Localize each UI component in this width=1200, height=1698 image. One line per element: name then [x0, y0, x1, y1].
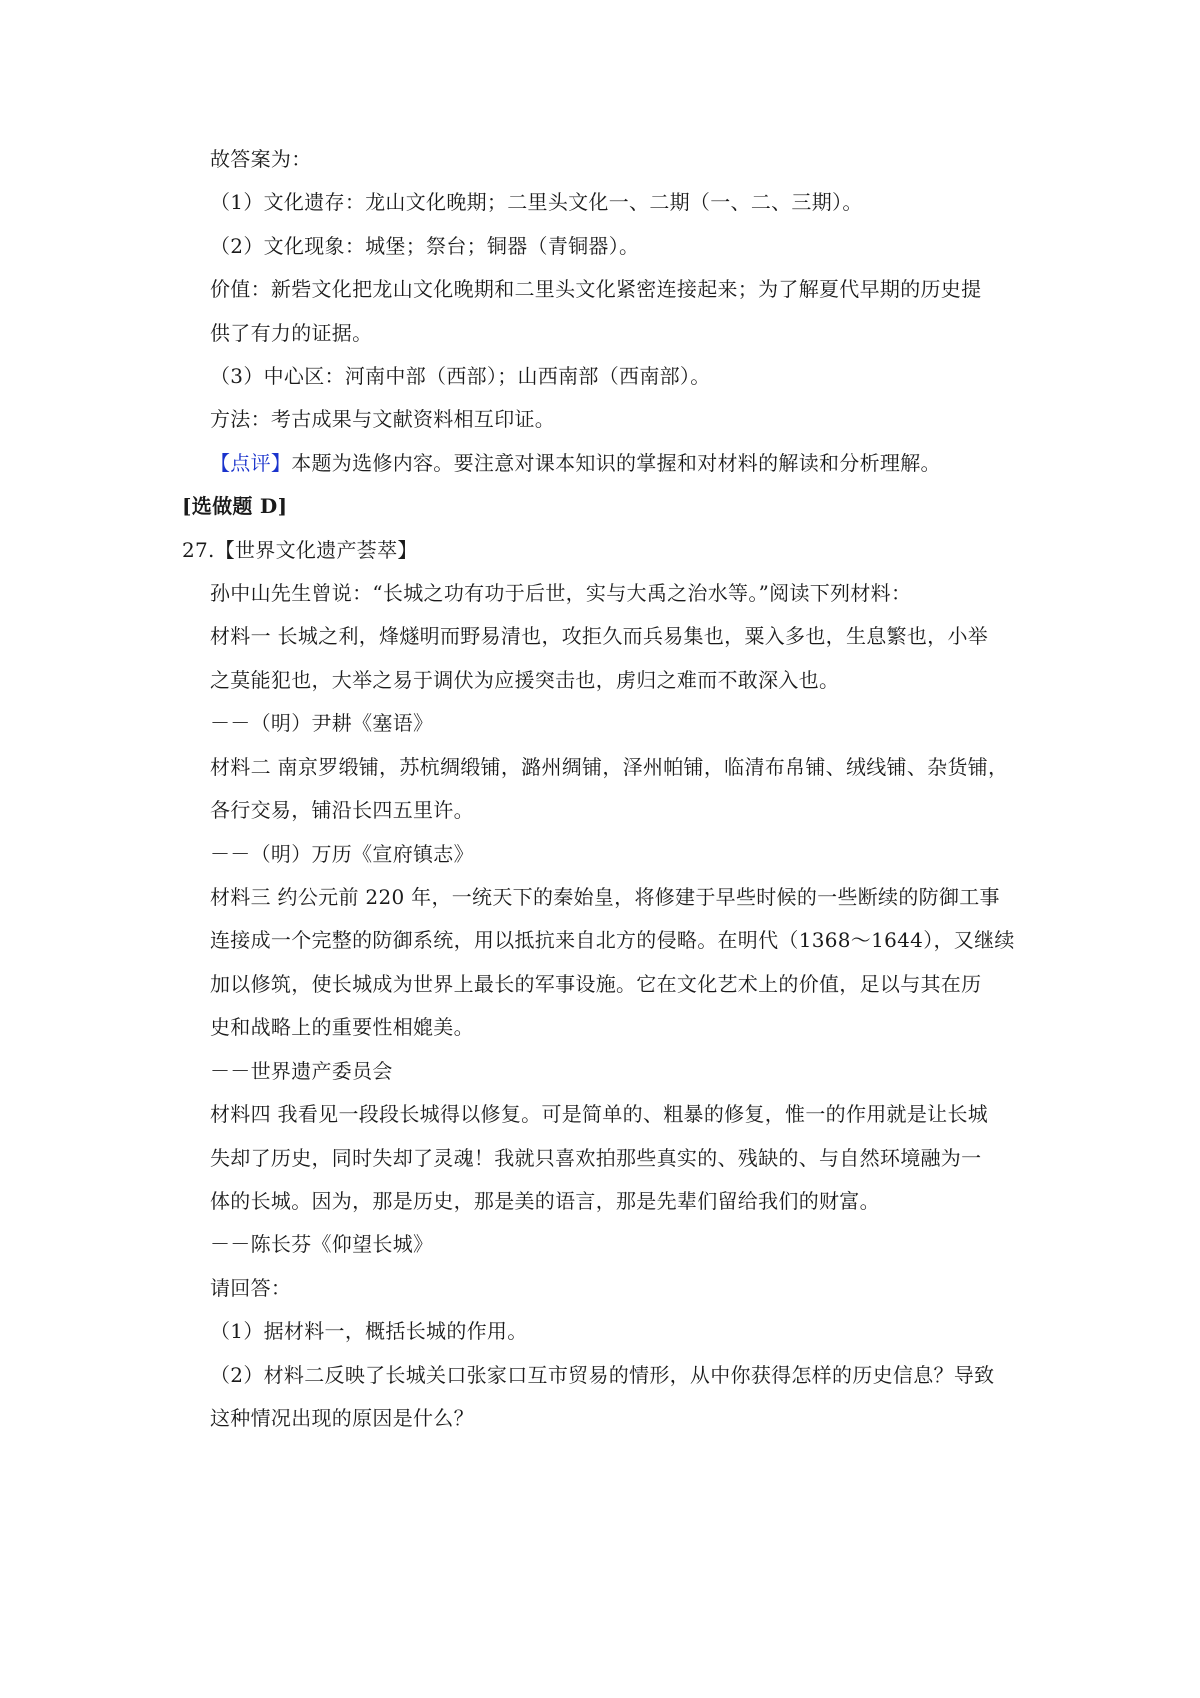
material-4-source: －－陈长芬《仰望长城》 — [210, 1232, 434, 1256]
question-part-2-line-1: （2）材料二反映了长城关口张家口互市贸易的情形，从中你获得怎样的历史信息？导致 — [210, 1363, 995, 1387]
answer-part-3: （3）中心区：河南中部（西部）；山西南部（西南部）。 — [210, 364, 711, 388]
section-heading: [选做题 D] — [182, 494, 288, 518]
material-2-source: －－（明）万历《宣府镇志》 — [210, 842, 474, 866]
answer-part-1: （1）文化遗存：龙山文化晚期；二里头文化一、二期（一、二、三期）。 — [210, 190, 863, 214]
material-3-line-4: 史和战略上的重要性相媲美。 — [210, 1015, 474, 1039]
material-1-source: －－（明）尹耕《塞语》 — [210, 711, 434, 735]
material-3-line-3: 加以修筑，使长城成为世界上最长的军事设施。它在文化艺术上的价值，足以与其在历 — [210, 972, 982, 996]
question-part-2-line-2: 这种情况出现的原因是什么？ — [210, 1406, 474, 1430]
comment-text: 本题为选修内容。要注意对课本知识的掌握和对材料的解读和分析理解。 — [291, 451, 941, 475]
material-1-line-2: 之莫能犯也，大举之易于调伏为应援突击也，虏归之难而不敢深入也。 — [210, 668, 840, 692]
material-1-line-1: 材料一 长城之利，烽燧明而野易清也，攻拒久而兵易集也，粟入多也，生息繁也，小举 — [210, 624, 989, 648]
material-4-line-2: 失却了历史，同时失却了灵魂！我就只喜欢拍那些真实的、残缺的、与自然环境融为一 — [210, 1146, 982, 1170]
material-3-source: －－世界遗产委员会 — [210, 1059, 393, 1083]
comment-label: 【点评】 — [210, 451, 292, 475]
material-2-line-2: 各行交易，铺沿长四五里许。 — [210, 798, 474, 822]
question-part-1: （1）据材料一，概括长城的作用。 — [210, 1319, 528, 1343]
question-title: 27.【世界文化遗产荟萃】 — [182, 538, 418, 562]
answer-comment — [210, 449, 941, 477]
material-2-line-1: 材料二 南京罗缎铺，苏杭绸缎铺，潞州绸铺，泽州帕铺，临清布帛铺、绒线铺、杂货铺， — [210, 755, 1009, 779]
answer-intro: 故答案为： — [210, 147, 312, 171]
answer-value-line-2: 供了有力的证据。 — [210, 321, 373, 345]
material-3-line-2: 连接成一个完整的防御系统，用以抵抗来自北方的侵略。在明代（1368～1644），又继续 — [210, 928, 1015, 952]
answer-value-line-1: 价值：新砦文化把龙山文化晚期和二里头文化紧密连接起来；为了解夏代早期的历史提 — [210, 277, 982, 301]
material-4-line-3: 体的长城。因为，那是历史，那是美的语言，那是先辈们留给我们的财富。 — [210, 1189, 880, 1213]
answer-method: 方法：考古成果与文献资料相互印证。 — [210, 407, 556, 431]
material-3-line-1: 材料三 约公元前 220 年，一统天下的秦始皇，将修建于早些时候的一些断续的防御工事 — [210, 885, 1000, 909]
question-intro: 孙中山先生曾说：“长城之功有功于后世，实与大禹之治水等。”阅读下列材料： — [210, 581, 912, 605]
answer-part-2: （2）文化现象：城堡；祭台；铜器（青铜器）。 — [210, 234, 640, 258]
material-4-line-1: 材料四 我看见一段段长城得以修复。可是简单的、粗暴的修复，惟一的作用就是让长城 — [210, 1102, 989, 1126]
question-ask: 请回答： — [210, 1276, 292, 1300]
